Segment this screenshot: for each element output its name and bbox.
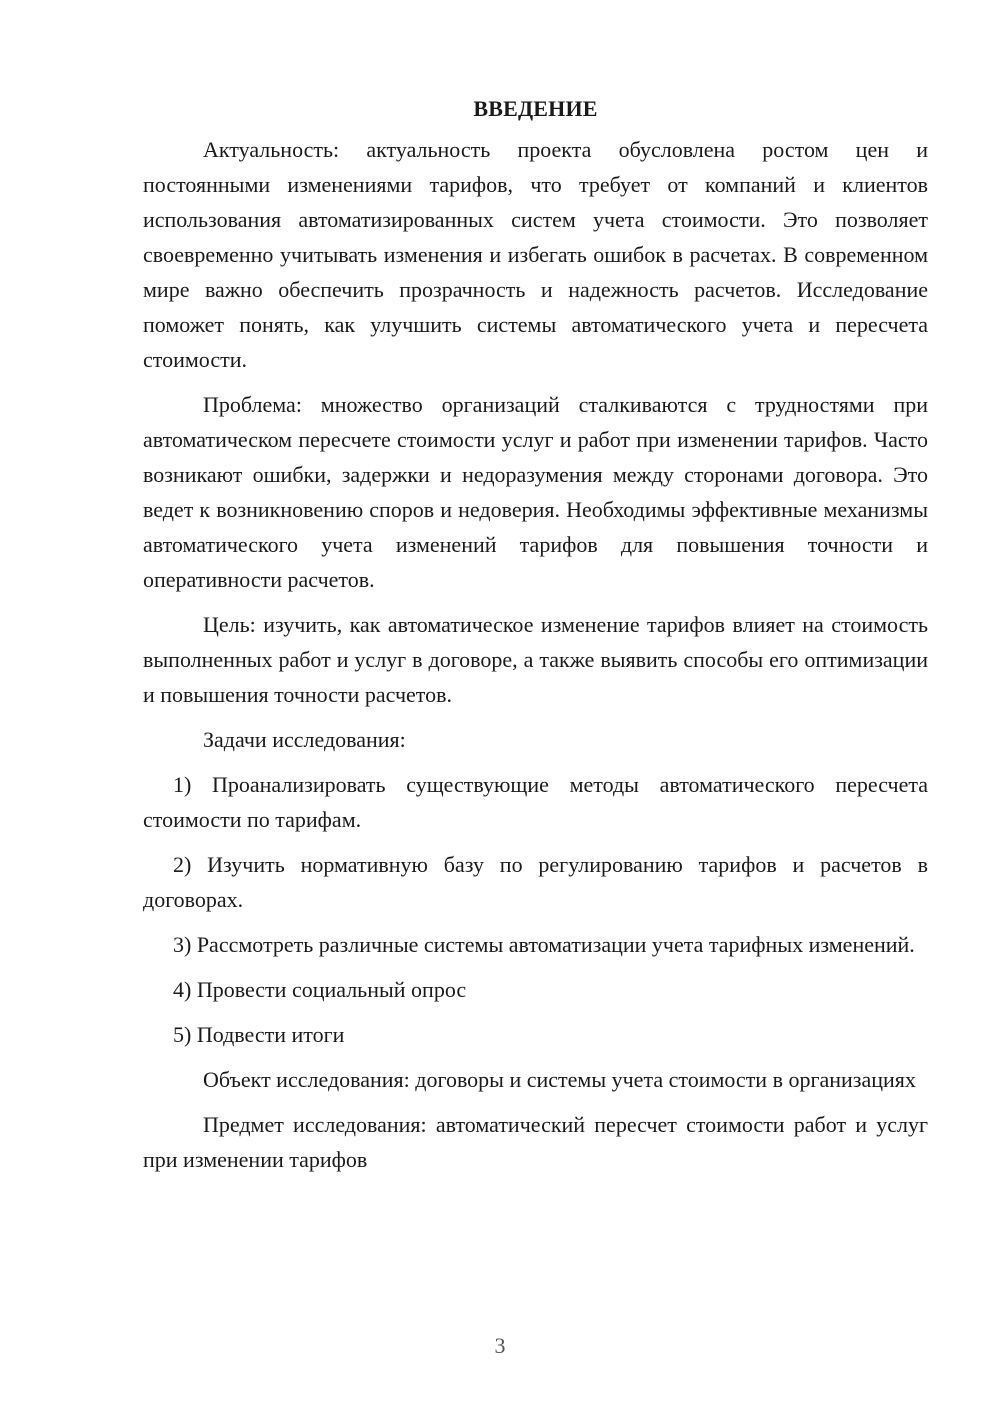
subject-paragraph: Предмет исследования: автоматический пересчет стоимости работ и услуг при изменении тарифов — [143, 1112, 928, 1172]
page-number: 3 — [494, 1333, 506, 1358]
problem-paragraph: Проблема: множество организаций сталкиваются с трудностями при автоматическом пересчете стоимости услуг и работ при изменении тарифов. Часто возникают ошибки, задержки и недоразумения между сторонами договора. Это ведет к возникновению споров и недоверия. Необходимы эффективные механизмы автоматического учета изменений тарифов для повышения точности и оперативности расчетов. — [143, 392, 928, 592]
section-title: ВВЕДЕНИЕ — [473, 96, 598, 121]
object-paragraph: Объект исследования: договоры и системы учета стоимости в организациях — [203, 1067, 916, 1092]
task-item: 3) Рассмотреть различные системы автоматизации учета тарифных изменений. — [173, 932, 915, 957]
goal-paragraph: Цель: изучить, как автоматическое изменение тарифов влияет на стоимость выполненных работ и услуг в договоре, а также выявить способы его оптимизации и повышения точности расчетов. — [143, 612, 928, 707]
task-item: 2) Изучить нормативную базу по регулированию тарифов и расчетов в договорах. — [143, 852, 928, 912]
task-item: 5) Подвести итоги — [173, 1022, 345, 1047]
tasks-heading: Задачи исследования: — [203, 727, 406, 752]
document-page — [143, 92, 928, 1187]
task-item: 1) Проанализировать существующие методы автоматического пересчета стоимости по тарифам. — [143, 772, 928, 832]
task-item: 4) Провести социальный опрос — [173, 977, 467, 1002]
actuality-paragraph: Актуальность: актуальность проекта обусловлена ростом цен и постоянными изменениями тарифов, что требует от компаний и клиентов использования автоматизированных систем учета стоимости. Это позволяет своевременно учитывать изменения и избегать ошибок в расчетах. В современном мире важно обеспечить прозрачность и надежность расчетов. Исследование поможет понять, как улучшить системы автоматического учета и пересчета стоимости. — [143, 137, 928, 372]
